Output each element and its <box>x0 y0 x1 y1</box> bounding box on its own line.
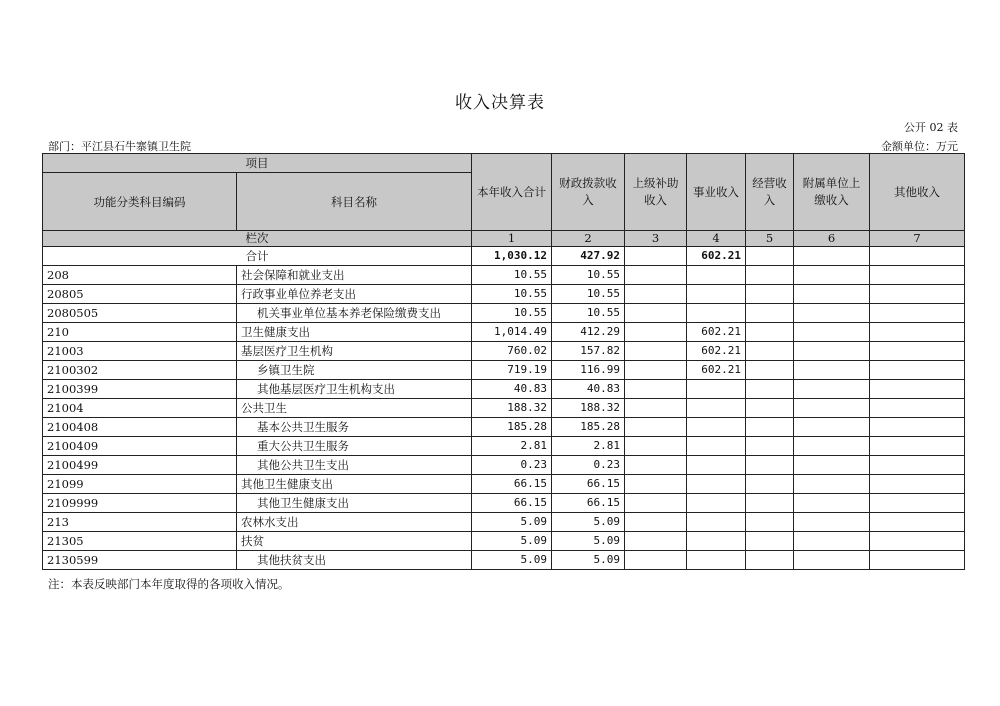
row-business-income <box>687 513 746 532</box>
row-code: 2100499 <box>43 456 237 475</box>
row-operating-income <box>746 342 794 361</box>
row-business-income <box>687 532 746 551</box>
total-c5 <box>746 247 794 266</box>
row-operating-income <box>746 361 794 380</box>
amount-unit-label: 金额单位：万元 <box>881 140 958 153</box>
row-other-income <box>870 532 965 551</box>
header-fiscal-allocation: 财政拨款收入 <box>552 154 625 231</box>
row-code: 213 <box>43 513 237 532</box>
row-name: 公共卫生 <box>237 399 472 418</box>
row-operating-income <box>746 418 794 437</box>
row-superior-subsidy <box>625 361 687 380</box>
table-row <box>43 399 965 418</box>
row-fiscal-allocation: 66.15 <box>552 475 625 494</box>
row-total-income: 10.55 <box>472 285 552 304</box>
header-total-income: 本年收入合计 <box>472 154 552 231</box>
row-fiscal-allocation: 66.15 <box>552 494 625 513</box>
total-c3 <box>625 247 687 266</box>
row-business-income <box>687 418 746 437</box>
table-row <box>43 266 965 285</box>
row-other-income <box>870 304 965 323</box>
row-business-income <box>687 475 746 494</box>
row-operating-income <box>746 475 794 494</box>
row-code: 21004 <box>43 399 237 418</box>
row-code: 20805 <box>43 285 237 304</box>
row-business-income <box>687 399 746 418</box>
row-superior-subsidy <box>625 399 687 418</box>
row-superior-subsidy <box>625 513 687 532</box>
table-row <box>43 418 965 437</box>
row-code: 2109999 <box>43 494 237 513</box>
row-superior-subsidy <box>625 475 687 494</box>
row-affiliated-income <box>794 494 870 513</box>
row-superior-subsidy <box>625 418 687 437</box>
row-superior-subsidy <box>625 266 687 285</box>
row-name: 基本公共卫生服务 <box>237 418 472 437</box>
row-operating-income <box>746 380 794 399</box>
row-other-income <box>870 342 965 361</box>
row-business-income: 602.21 <box>687 323 746 342</box>
header-business-income: 事业收入 <box>687 154 746 231</box>
row-superior-subsidy <box>625 532 687 551</box>
row-superior-subsidy <box>625 342 687 361</box>
row-superior-subsidy <box>625 437 687 456</box>
table-row <box>43 285 965 304</box>
row-total-income: 10.55 <box>472 304 552 323</box>
row-business-income <box>687 494 746 513</box>
row-name: 行政事业单位养老支出 <box>237 285 472 304</box>
row-affiliated-income <box>794 380 870 399</box>
row-code: 2080505 <box>43 304 237 323</box>
row-superior-subsidy <box>625 304 687 323</box>
col-number: 2 <box>552 231 625 247</box>
row-code: 2100399 <box>43 380 237 399</box>
row-fiscal-allocation: 188.32 <box>552 399 625 418</box>
row-superior-subsidy <box>625 494 687 513</box>
table-row <box>43 475 965 494</box>
row-affiliated-income <box>794 399 870 418</box>
row-fiscal-allocation: 40.83 <box>552 380 625 399</box>
row-superior-subsidy <box>625 456 687 475</box>
row-code: 2130599 <box>43 551 237 570</box>
row-total-income: 1,014.49 <box>472 323 552 342</box>
row-fiscal-allocation: 5.09 <box>552 551 625 570</box>
row-business-income <box>687 380 746 399</box>
row-other-income <box>870 266 965 285</box>
row-affiliated-income <box>794 285 870 304</box>
row-superior-subsidy <box>625 323 687 342</box>
table-row <box>43 380 965 399</box>
header-affiliated-income: 附属单位上缴收入 <box>794 154 870 231</box>
form-number: 公开 02 表 <box>904 121 958 134</box>
row-other-income <box>870 323 965 342</box>
row-code: 2100302 <box>43 361 237 380</box>
row-total-income: 5.09 <box>472 532 552 551</box>
row-affiliated-income <box>794 304 870 323</box>
row-fiscal-allocation: 116.99 <box>552 361 625 380</box>
total-c4: 602.21 <box>687 247 746 266</box>
row-other-income <box>870 418 965 437</box>
row-name: 扶贫 <box>237 532 472 551</box>
row-business-income <box>687 285 746 304</box>
table-row <box>43 323 965 342</box>
row-affiliated-income <box>794 456 870 475</box>
row-operating-income <box>746 551 794 570</box>
col-number: 3 <box>625 231 687 247</box>
row-operating-income <box>746 285 794 304</box>
row-operating-income <box>746 532 794 551</box>
table-row <box>43 361 965 380</box>
row-affiliated-income <box>794 418 870 437</box>
row-business-income <box>687 456 746 475</box>
row-name: 其他卫生健康支出 <box>237 494 472 513</box>
row-other-income <box>870 285 965 304</box>
col-number: 4 <box>687 231 746 247</box>
row-other-income <box>870 456 965 475</box>
row-other-income <box>870 513 965 532</box>
row-fiscal-allocation: 185.28 <box>552 418 625 437</box>
row-affiliated-income <box>794 266 870 285</box>
row-name: 卫生健康支出 <box>237 323 472 342</box>
row-operating-income <box>746 323 794 342</box>
header-lanci: 栏次 <box>43 231 472 247</box>
header-code: 功能分类科目编码 <box>43 173 237 231</box>
row-business-income: 602.21 <box>687 342 746 361</box>
row-business-income: 602.21 <box>687 361 746 380</box>
total-c6 <box>794 247 870 266</box>
header-operating-income: 经营收入 <box>746 154 794 231</box>
department-label: 部门：平江县石牛寨镇卫生院 <box>48 140 191 153</box>
row-affiliated-income <box>794 551 870 570</box>
row-other-income <box>870 494 965 513</box>
table-row <box>43 437 965 456</box>
row-name: 农林水支出 <box>237 513 472 532</box>
row-affiliated-income <box>794 513 870 532</box>
row-total-income: 66.15 <box>472 475 552 494</box>
row-name: 基层医疗卫生机构 <box>237 342 472 361</box>
row-name: 乡镇卫生院 <box>237 361 472 380</box>
total-c1: 1,030.12 <box>472 247 552 266</box>
row-affiliated-income <box>794 532 870 551</box>
header-project: 项目 <box>43 154 472 173</box>
row-code: 2100408 <box>43 418 237 437</box>
row-fiscal-allocation: 2.81 <box>552 437 625 456</box>
table-row <box>43 304 965 323</box>
col-number: 7 <box>870 231 965 247</box>
table-row <box>43 532 965 551</box>
row-name: 重大公共卫生服务 <box>237 437 472 456</box>
header-other-income: 其他收入 <box>870 154 965 231</box>
row-fiscal-allocation: 10.55 <box>552 266 625 285</box>
row-fiscal-allocation: 0.23 <box>552 456 625 475</box>
row-affiliated-income <box>794 437 870 456</box>
row-other-income <box>870 551 965 570</box>
table-row <box>43 342 965 361</box>
total-c7 <box>870 247 965 266</box>
row-total-income: 5.09 <box>472 513 552 532</box>
table-row <box>43 551 965 570</box>
row-operating-income <box>746 437 794 456</box>
row-business-income <box>687 304 746 323</box>
row-code: 21003 <box>43 342 237 361</box>
header-superior-subsidy: 上级补助收入 <box>625 154 687 231</box>
row-fiscal-allocation: 5.09 <box>552 513 625 532</box>
row-fiscal-allocation: 412.29 <box>552 323 625 342</box>
row-affiliated-income <box>794 361 870 380</box>
row-operating-income <box>746 494 794 513</box>
row-other-income <box>870 361 965 380</box>
row-operating-income <box>746 399 794 418</box>
row-business-income <box>687 551 746 570</box>
row-fiscal-allocation: 157.82 <box>552 342 625 361</box>
row-superior-subsidy <box>625 551 687 570</box>
row-code: 21305 <box>43 532 237 551</box>
header-name: 科目名称 <box>237 173 472 231</box>
total-c2: 427.92 <box>552 247 625 266</box>
row-name: 其他卫生健康支出 <box>237 475 472 494</box>
row-total-income: 40.83 <box>472 380 552 399</box>
row-other-income <box>870 437 965 456</box>
row-code: 210 <box>43 323 237 342</box>
col-number: 5 <box>746 231 794 247</box>
row-name: 其他基层医疗卫生机构支出 <box>237 380 472 399</box>
row-total-income: 185.28 <box>472 418 552 437</box>
row-code: 21099 <box>43 475 237 494</box>
row-operating-income <box>746 266 794 285</box>
row-operating-income <box>746 456 794 475</box>
row-total-income: 188.32 <box>472 399 552 418</box>
row-name: 社会保障和就业支出 <box>237 266 472 285</box>
col-number: 6 <box>794 231 870 247</box>
row-operating-income <box>746 304 794 323</box>
row-name: 其他扶贫支出 <box>237 551 472 570</box>
income-table <box>42 153 965 570</box>
row-total-income: 10.55 <box>472 266 552 285</box>
row-other-income <box>870 380 965 399</box>
row-business-income <box>687 437 746 456</box>
table-row <box>43 456 965 475</box>
footnote: 注：本表反映部门本年度取得的各项收入情况。 <box>48 577 290 591</box>
row-name: 其他公共卫生支出 <box>237 456 472 475</box>
row-code: 2100409 <box>43 437 237 456</box>
row-affiliated-income <box>794 475 870 494</box>
row-business-income <box>687 266 746 285</box>
row-fiscal-allocation: 5.09 <box>552 532 625 551</box>
row-affiliated-income <box>794 342 870 361</box>
row-other-income <box>870 399 965 418</box>
row-other-income <box>870 475 965 494</box>
table-row <box>43 494 965 513</box>
page-title: 收入决算表 <box>455 93 545 113</box>
row-affiliated-income <box>794 323 870 342</box>
row-total-income: 66.15 <box>472 494 552 513</box>
row-fiscal-allocation: 10.55 <box>552 285 625 304</box>
row-superior-subsidy <box>625 380 687 399</box>
row-total-income: 0.23 <box>472 456 552 475</box>
col-number: 1 <box>472 231 552 247</box>
row-code: 208 <box>43 266 237 285</box>
table-row <box>43 513 965 532</box>
row-total-income: 2.81 <box>472 437 552 456</box>
row-total-income: 719.19 <box>472 361 552 380</box>
total-row <box>43 247 965 266</box>
row-total-income: 5.09 <box>472 551 552 570</box>
row-fiscal-allocation: 10.55 <box>552 304 625 323</box>
total-label: 合计 <box>43 247 472 266</box>
row-operating-income <box>746 513 794 532</box>
row-superior-subsidy <box>625 285 687 304</box>
row-name: 机关事业单位基本养老保险缴费支出 <box>237 304 472 323</box>
row-total-income: 760.02 <box>472 342 552 361</box>
